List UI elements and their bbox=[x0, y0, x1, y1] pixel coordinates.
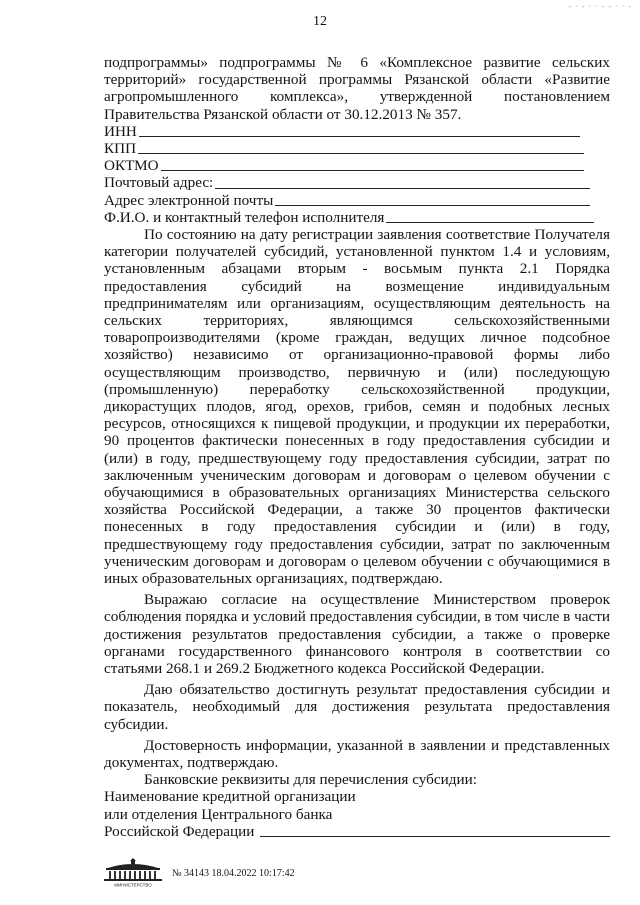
email-field[interactable] bbox=[104, 192, 610, 209]
oktmo-label: ОКТМО bbox=[104, 157, 159, 175]
logo-caption: МИНИСТЕРСТВО bbox=[114, 882, 152, 888]
kpp-blank-line[interactable] bbox=[138, 153, 584, 154]
oktmo-field[interactable] bbox=[104, 157, 610, 174]
registration-stamp: № 34143 18.04.2022 10:17:42 bbox=[172, 868, 295, 879]
bank-details-heading: Банковские реквизиты для перечисления субсидии: bbox=[144, 771, 477, 789]
postal-address-label: Почтовый адрес: bbox=[104, 174, 214, 192]
consent-paragraph: Выражаю согласие на осуществление Министерством проверок соблюдения порядка и условий предоставления субсидии, в том числе в части достижения результатов предоставления субсидии, а также о проверке органами государственного финансового контроля в соответствии со статьями 268.1 и 269.2 Бюджетного кодекса Российской Федерации. bbox=[104, 591, 611, 678]
bank-name-field[interactable] bbox=[104, 823, 610, 840]
email-blank-line[interactable] bbox=[275, 205, 590, 206]
reliability-paragraph: Достоверность информации, указанной в заявлении и представленных документах, подтверждаю. bbox=[104, 736, 610, 772]
email-label: Адрес электронной почты bbox=[104, 191, 274, 209]
postal-address-blank-line[interactable] bbox=[215, 188, 590, 189]
kpp-label: КПП bbox=[104, 139, 137, 157]
kpp-field[interactable] bbox=[104, 140, 610, 157]
intro-line-2: территорий» государственной программы Рязанской области «Развитие bbox=[104, 71, 610, 89]
contact-label: Ф.И.О. и контактный телефон исполнителя bbox=[104, 208, 385, 226]
bank-name-line-2: или отделения Центрального банка bbox=[104, 805, 333, 823]
bank-name-blank-line[interactable] bbox=[260, 836, 610, 837]
footer bbox=[100, 858, 520, 888]
intro-line-3: агропромышленного комплекса», утвержденной постановлением bbox=[104, 88, 610, 106]
inn-label: ИНН bbox=[104, 122, 137, 140]
page-number: 12 bbox=[313, 14, 327, 29]
ministry-building-logo bbox=[100, 858, 166, 888]
contact-field[interactable] bbox=[104, 209, 610, 226]
compliance-paragraph: По состоянию на дату регистрации заявления соответствие Получателя категории получателей субсидий, установленной пунктом 1.4 и условиям, установленным абзацами вторым - восьмым пункта 2.1 Порядка предоставления субсидий на возмещение индивидуальным предпринимателям или организациям, осуществляющим деятельность на сельских территориях, являющимся сельскохозяйственными товаропроизводителями (кроме граждан, ведущих личное подсобное хозяйство) независимо от организационно-правовой формы либо осуществляющим производство, первичную и (или) последующую (промышленную) переработку сельскохозяйственной продукции, дикорастущих плодов, ягод, орехов, грибов, семян и подобных лесных ресурсов, относящихся к пищевой продукции, и продукции их переработки, 90 процентов фактически понесенных в году предоставления субсидии и (или) в году, предшествующему году предоставления субсидии, затрат по заключенным ученическим договорам и договорам о целевом обучении с обучающимися в образовательных организациях Министерства сельского хозяйства Российской Федерации, а также 30 процентов фактически понесенных в году предоставления субсидии и (или) в году, предшествующему году предоставления субсидии, затрат по заключенным ученическим договорам и договорам о целевом обучении с обучающимися в иных образовательных организациях, подтверждаю. bbox=[104, 225, 610, 587]
obligation-paragraph: Даю обязательство достигнуть результат предоставления субсидии и показатель, необходимый для достижения результата предоставления субсидии. bbox=[104, 681, 610, 733]
intro-line-4: Правительства Рязанской области от 30.12.2013 № 357. bbox=[104, 105, 462, 123]
bank-name-line-3: Российской Федерации bbox=[104, 822, 255, 840]
inn-field[interactable] bbox=[104, 123, 610, 140]
intro-line-1: подпрограммы» подпрограммы № 6 «Комплексное развитие сельских bbox=[104, 54, 610, 71]
oktmo-blank-line[interactable] bbox=[161, 170, 584, 171]
scan-marks: - · - · · - - · · - bbox=[568, 2, 632, 11]
bank-name-line-1: Наименование кредитной организации bbox=[104, 788, 356, 806]
document-body bbox=[104, 54, 610, 840]
contact-blank-line[interactable] bbox=[386, 222, 594, 223]
postal-address-field[interactable] bbox=[104, 174, 610, 191]
inn-blank-line[interactable] bbox=[139, 136, 580, 137]
